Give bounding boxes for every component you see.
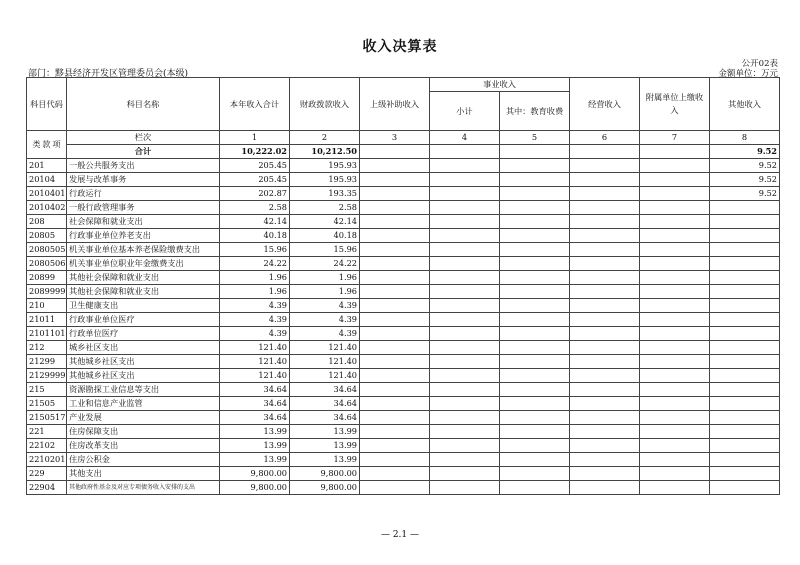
row-superior	[360, 397, 430, 411]
row-superior	[360, 467, 430, 481]
row-code: 210	[27, 299, 67, 313]
total-row	[27, 145, 780, 159]
income-table	[26, 77, 780, 495]
row-education	[500, 453, 570, 467]
table-row	[27, 397, 780, 411]
row-business-subtotal	[430, 341, 500, 355]
row-superior	[360, 439, 430, 453]
row-education	[500, 215, 570, 229]
row-business-subtotal	[430, 369, 500, 383]
header-other: 其他收入	[710, 78, 780, 131]
row-affiliated	[640, 369, 710, 383]
row-total-income: 13.99	[220, 425, 290, 439]
table-row	[27, 257, 780, 271]
table-row	[27, 481, 780, 495]
col-number: 6	[570, 131, 640, 145]
row-fiscal: 4.39	[290, 313, 360, 327]
row-name: 住房保障支出	[67, 425, 220, 439]
row-affiliated	[640, 201, 710, 215]
header-total-income: 本年收入合计	[220, 78, 290, 131]
row-name: 资源勘探工业信息等支出	[67, 383, 220, 397]
row-name: 其他城乡社区支出	[67, 355, 220, 369]
row-affiliated	[640, 411, 710, 425]
row-code: 20805	[27, 229, 67, 243]
table-row	[27, 341, 780, 355]
row-affiliated	[640, 257, 710, 271]
row-name: 社会保障和就业支出	[67, 215, 220, 229]
row-affiliated	[640, 299, 710, 313]
row-code: 221	[27, 425, 67, 439]
row-affiliated	[640, 327, 710, 341]
row-other	[710, 355, 780, 369]
row-other	[710, 327, 780, 341]
row-fiscal: 4.39	[290, 327, 360, 341]
row-business-subtotal	[430, 467, 500, 481]
row-operating	[570, 411, 640, 425]
row-name: 其他社会保障和就业支出	[67, 285, 220, 299]
header-operating: 经营收入	[570, 78, 640, 131]
row-affiliated	[640, 313, 710, 327]
row-business-subtotal	[430, 481, 500, 495]
row-education	[500, 467, 570, 481]
row-total-income: 42.14	[220, 215, 290, 229]
table-number: 公开02表	[741, 59, 778, 69]
table-row	[27, 299, 780, 313]
row-superior	[360, 187, 430, 201]
row-fiscal: 121.40	[290, 369, 360, 383]
row-total-income: 9,800.00	[220, 481, 290, 495]
row-total-income: 40.18	[220, 229, 290, 243]
row-education	[500, 439, 570, 453]
row-business-subtotal	[430, 299, 500, 313]
row-operating	[570, 313, 640, 327]
row-operating	[570, 383, 640, 397]
row-affiliated	[640, 397, 710, 411]
row-total-income: 202.87	[220, 187, 290, 201]
table-row	[27, 187, 780, 201]
row-operating	[570, 215, 640, 229]
row-fiscal: 9,800.00	[290, 467, 360, 481]
row-superior	[360, 341, 430, 355]
row-education	[500, 257, 570, 271]
row-education	[500, 271, 570, 285]
row-other	[710, 481, 780, 495]
row-name: 一般公共服务支出	[67, 159, 220, 173]
table-row	[27, 467, 780, 481]
row-business-subtotal	[430, 187, 500, 201]
row-business-subtotal	[430, 243, 500, 257]
row-business-subtotal	[430, 327, 500, 341]
row-other	[710, 341, 780, 355]
col-number: 7	[640, 131, 710, 145]
row-business-subtotal	[430, 439, 500, 453]
row-code: 2101101	[27, 327, 67, 341]
row-superior	[360, 229, 430, 243]
row-education	[500, 285, 570, 299]
row-fiscal: 34.64	[290, 397, 360, 411]
row-operating	[570, 201, 640, 215]
row-other	[710, 411, 780, 425]
col-number: 3	[360, 131, 430, 145]
col-number: 5	[500, 131, 570, 145]
row-name: 产业发展	[67, 411, 220, 425]
row-total-income: 1.96	[220, 271, 290, 285]
row-other	[710, 383, 780, 397]
row-operating	[570, 271, 640, 285]
row-total-income: 24.22	[220, 257, 290, 271]
row-code: 20899	[27, 271, 67, 285]
header-name: 科目名称	[67, 78, 220, 131]
header-category-codes: 类 款 项	[27, 131, 67, 159]
row-superior	[360, 271, 430, 285]
row-total-income: 13.99	[220, 453, 290, 467]
row-education	[500, 243, 570, 257]
col-number: 2	[290, 131, 360, 145]
row-fiscal: 40.18	[290, 229, 360, 243]
row-operating	[570, 327, 640, 341]
department-label: 部门：黟县经济开发区管理委员会(本级)	[28, 69, 189, 79]
row-education	[500, 369, 570, 383]
row-superior	[360, 355, 430, 369]
row-total-income: 4.39	[220, 313, 290, 327]
row-other	[710, 243, 780, 257]
row-affiliated	[640, 439, 710, 453]
row-other	[710, 397, 780, 411]
row-business-subtotal	[430, 397, 500, 411]
total-income-value: 10,222.02	[220, 145, 290, 159]
row-code: 2150517	[27, 411, 67, 425]
row-education	[500, 383, 570, 397]
row-fiscal: 121.40	[290, 341, 360, 355]
row-code: 2210201	[27, 453, 67, 467]
row-name: 城乡社区支出	[67, 341, 220, 355]
row-education	[500, 299, 570, 313]
row-name: 行政单位医疗	[67, 327, 220, 341]
row-fiscal: 2.58	[290, 201, 360, 215]
row-other	[710, 201, 780, 215]
row-total-income: 121.40	[220, 355, 290, 369]
table-row	[27, 313, 780, 327]
row-name: 一般行政管理事务	[67, 201, 220, 215]
row-fiscal: 121.40	[290, 355, 360, 369]
row-fiscal: 13.99	[290, 453, 360, 467]
row-operating	[570, 173, 640, 187]
col-number: 8	[710, 131, 780, 145]
row-other	[710, 439, 780, 453]
row-code: 201	[27, 159, 67, 173]
row-other	[710, 215, 780, 229]
row-business-subtotal	[430, 313, 500, 327]
row-fiscal: 34.64	[290, 411, 360, 425]
table-row	[27, 411, 780, 425]
row-fiscal: 1.96	[290, 285, 360, 299]
row-fiscal: 195.93	[290, 173, 360, 187]
row-code: 208	[27, 215, 67, 229]
table-row	[27, 215, 780, 229]
row-code: 21299	[27, 355, 67, 369]
row-total-income: 34.64	[220, 411, 290, 425]
row-superior	[360, 159, 430, 173]
row-total-income: 4.39	[220, 299, 290, 313]
row-total-income: 1.96	[220, 285, 290, 299]
row-affiliated	[640, 229, 710, 243]
row-code: 22102	[27, 439, 67, 453]
row-business-subtotal	[430, 355, 500, 369]
row-code: 21011	[27, 313, 67, 327]
row-education	[500, 201, 570, 215]
col-number: 1	[220, 131, 290, 145]
table-row	[27, 355, 780, 369]
table-row	[27, 201, 780, 215]
row-total-income: 13.99	[220, 439, 290, 453]
row-affiliated	[640, 173, 710, 187]
row-business-subtotal	[430, 201, 500, 215]
row-education	[500, 341, 570, 355]
row-operating	[570, 285, 640, 299]
row-code: 2080505	[27, 243, 67, 257]
col-number: 4	[430, 131, 500, 145]
row-name: 其他城乡社区支出	[67, 369, 220, 383]
row-name: 其他政府性基金及对应专项债务收入安排的支出	[67, 481, 220, 495]
row-fiscal: 42.14	[290, 215, 360, 229]
row-total-income: 2.58	[220, 201, 290, 215]
table-row	[27, 159, 780, 173]
row-operating	[570, 159, 640, 173]
row-education	[500, 187, 570, 201]
row-name: 住房公积金	[67, 453, 220, 467]
row-superior	[360, 313, 430, 327]
row-affiliated	[640, 159, 710, 173]
row-name: 行政事业单位养老支出	[67, 229, 220, 243]
header-education: 其中：教育收费	[500, 92, 570, 131]
row-fiscal: 9,800.00	[290, 481, 360, 495]
row-superior	[360, 201, 430, 215]
row-superior	[360, 425, 430, 439]
row-superior	[360, 215, 430, 229]
page-title: 收入决算表	[362, 39, 438, 55]
row-code: 2129999	[27, 369, 67, 383]
row-operating	[570, 341, 640, 355]
row-affiliated	[640, 467, 710, 481]
row-education	[500, 425, 570, 439]
row-affiliated	[640, 481, 710, 495]
header-affiliated: 附属单位上缴收入	[640, 78, 710, 131]
row-operating	[570, 299, 640, 313]
row-code: 22904	[27, 481, 67, 495]
header-superior: 上级补助收入	[360, 78, 430, 131]
row-other	[710, 453, 780, 467]
row-name: 行政运行	[67, 187, 220, 201]
row-name: 卫生健康支出	[67, 299, 220, 313]
row-affiliated	[640, 425, 710, 439]
row-code: 2080506	[27, 257, 67, 271]
row-fiscal: 4.39	[290, 299, 360, 313]
row-total-income: 121.40	[220, 341, 290, 355]
row-other	[710, 229, 780, 243]
row-superior	[360, 243, 430, 257]
row-total-income: 121.40	[220, 369, 290, 383]
row-total-income: 34.64	[220, 383, 290, 397]
row-other	[710, 467, 780, 481]
row-fiscal: 1.96	[290, 271, 360, 285]
table-row	[27, 173, 780, 187]
row-total-income: 205.45	[220, 173, 290, 187]
row-operating	[570, 355, 640, 369]
unit-label: 金额单位：万元	[718, 69, 778, 79]
row-other	[710, 285, 780, 299]
row-other: 9.52	[710, 159, 780, 173]
row-superior	[360, 285, 430, 299]
table-row	[27, 439, 780, 453]
row-total-income: 15.96	[220, 243, 290, 257]
row-other	[710, 313, 780, 327]
row-affiliated	[640, 271, 710, 285]
row-affiliated	[640, 243, 710, 257]
row-superior	[360, 481, 430, 495]
row-other	[710, 369, 780, 383]
row-affiliated	[640, 187, 710, 201]
row-business-subtotal	[430, 215, 500, 229]
row-other: 9.52	[710, 173, 780, 187]
row-name: 工业和信息产业监管	[67, 397, 220, 411]
row-name: 其他社会保障和就业支出	[67, 271, 220, 285]
row-business-subtotal	[430, 411, 500, 425]
table-row	[27, 271, 780, 285]
row-superior	[360, 383, 430, 397]
row-name: 行政事业单位医疗	[67, 313, 220, 327]
row-code: 229	[27, 467, 67, 481]
table-row	[27, 369, 780, 383]
total-other-value: 9.52	[710, 145, 780, 159]
row-name: 其他支出	[67, 467, 220, 481]
row-other	[710, 271, 780, 285]
row-other	[710, 257, 780, 271]
row-affiliated	[640, 215, 710, 229]
row-fiscal: 13.99	[290, 439, 360, 453]
row-operating	[570, 481, 640, 495]
row-affiliated	[640, 341, 710, 355]
row-business-subtotal	[430, 453, 500, 467]
row-superior	[360, 299, 430, 313]
row-education	[500, 355, 570, 369]
table-row	[27, 327, 780, 341]
row-superior	[360, 369, 430, 383]
row-fiscal: 195.93	[290, 159, 360, 173]
row-operating	[570, 369, 640, 383]
row-code: 2089999	[27, 285, 67, 299]
row-code: 2010402	[27, 201, 67, 215]
page-number: — 2.1 —	[380, 530, 420, 540]
table-row	[27, 229, 780, 243]
table-row	[27, 425, 780, 439]
row-operating	[570, 425, 640, 439]
row-fiscal: 24.22	[290, 257, 360, 271]
row-business-subtotal	[430, 383, 500, 397]
row-education	[500, 327, 570, 341]
row-total-income: 9,800.00	[220, 467, 290, 481]
row-name: 机关事业单位基本养老保险缴费支出	[67, 243, 220, 257]
row-operating	[570, 229, 640, 243]
table-row	[27, 383, 780, 397]
header-subtotal: 小计	[430, 92, 500, 131]
row-business-subtotal	[430, 425, 500, 439]
header-business: 事业收入	[430, 78, 570, 92]
table-row	[27, 243, 780, 257]
row-name: 发展与改革事务	[67, 173, 220, 187]
total-fiscal-value: 10,212.50	[290, 145, 360, 159]
row-affiliated	[640, 453, 710, 467]
row-education	[500, 173, 570, 187]
row-education	[500, 229, 570, 243]
row-code: 212	[27, 341, 67, 355]
row-superior	[360, 453, 430, 467]
row-total-income: 205.45	[220, 159, 290, 173]
row-code: 215	[27, 383, 67, 397]
row-education	[500, 313, 570, 327]
total-label: 合计	[67, 145, 220, 159]
row-superior	[360, 173, 430, 187]
header-fiscal: 财政拨款收入	[290, 78, 360, 131]
row-operating	[570, 257, 640, 271]
row-operating	[570, 397, 640, 411]
row-superior	[360, 327, 430, 341]
row-fiscal: 13.99	[290, 425, 360, 439]
row-business-subtotal	[430, 285, 500, 299]
row-business-subtotal	[430, 159, 500, 173]
row-code: 2010401	[27, 187, 67, 201]
row-superior	[360, 257, 430, 271]
row-operating	[570, 439, 640, 453]
row-fiscal: 15.96	[290, 243, 360, 257]
row-name: 机关事业单位职业年金缴费支出	[67, 257, 220, 271]
table-row	[27, 285, 780, 299]
row-operating	[570, 467, 640, 481]
row-other	[710, 425, 780, 439]
row-business-subtotal	[430, 257, 500, 271]
row-total-income: 34.64	[220, 397, 290, 411]
row-business-subtotal	[430, 173, 500, 187]
row-affiliated	[640, 383, 710, 397]
row-superior	[360, 411, 430, 425]
row-name: 住房改革支出	[67, 439, 220, 453]
row-business-subtotal	[430, 229, 500, 243]
row-other: 9.52	[710, 187, 780, 201]
row-fiscal: 34.64	[290, 383, 360, 397]
row-total-income: 4.39	[220, 327, 290, 341]
header-code: 科目代码	[27, 78, 67, 131]
row-operating	[570, 453, 640, 467]
row-affiliated	[640, 285, 710, 299]
row-affiliated	[640, 355, 710, 369]
row-education	[500, 411, 570, 425]
row-business-subtotal	[430, 271, 500, 285]
header-column-index: 栏次	[67, 131, 220, 145]
row-education	[500, 481, 570, 495]
row-code: 20104	[27, 173, 67, 187]
row-education	[500, 159, 570, 173]
row-education	[500, 397, 570, 411]
row-code: 21505	[27, 397, 67, 411]
row-operating	[570, 187, 640, 201]
row-operating	[570, 243, 640, 257]
row-fiscal: 193.35	[290, 187, 360, 201]
row-other	[710, 299, 780, 313]
table-row	[27, 453, 780, 467]
